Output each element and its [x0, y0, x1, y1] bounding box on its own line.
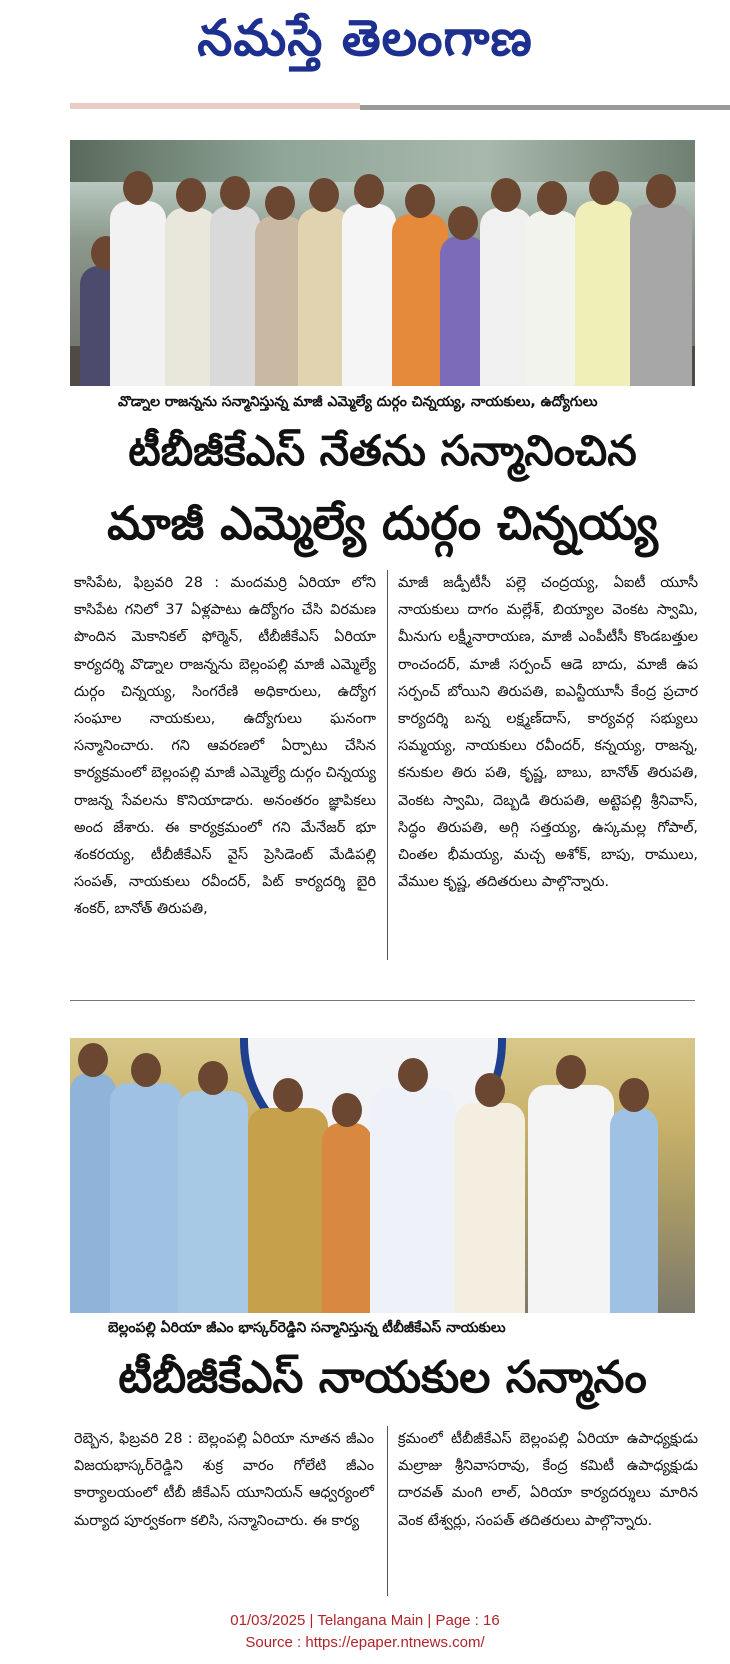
- person-figure: [248, 1108, 328, 1313]
- story1-photo-caption: వొడ్నాల రాజన్నను సన్మానిస్తున్న మాజీ ఎమ్మెల్యే దుర్గం చిన్నయ్య, నాయకులు, ఉద్యోగులు: [118, 394, 598, 410]
- person-figure: [178, 1091, 248, 1313]
- story-divider: [70, 1000, 695, 1001]
- person-figure: [575, 201, 633, 386]
- person-figure: [210, 206, 260, 386]
- person-figure: [630, 204, 692, 386]
- masthead-rule: [360, 105, 730, 110]
- story2-column-1: రెబ్బెన, ఫిబ్రవరి 28 : బెల్లంపల్లి ఏరియా నూతన జీఎం విజయభాస్కర్‌రెడ్డిని శుక్ర వారం గోలేటి జీఎం కార్యాలయంలో టీబీ జీకేఎస్ యూనియన్ ఆధ్వర్యంలో మర్యాద పూర్వకంగా కలిసి, సన్మానించారు. ఈ కార్య: [74, 1431, 374, 1529]
- footer-source-link[interactable]: Source : https://epaper.ntnews.com/: [245, 1634, 485, 1651]
- person-figure: [110, 201, 166, 386]
- person-figure: [610, 1108, 658, 1313]
- person-figure: [525, 211, 579, 386]
- story1-headline-line1: టీబీజీకేఎస్ నేతను సన్మానించిన: [128, 426, 637, 475]
- masthead-title: నమస్తే తెలంగాణ: [197, 8, 533, 67]
- person-figure: [370, 1088, 456, 1313]
- story2-photo-caption: బెల్లంపల్లి ఏరియా జీఎం భాస్కర్‌రెడ్డిని సన్మానిస్తున్న టీబీజీకేఎస్ నాయకులు: [108, 1320, 506, 1336]
- person-figure: [455, 1103, 525, 1313]
- person-figure: [110, 1083, 182, 1313]
- story2-headline: టీబీజీకేఎస్ నాయకుల సన్మానం: [118, 1352, 647, 1403]
- footer-date-page: 01/03/2025 | Telangana Main | Page : 16: [230, 1612, 500, 1629]
- column-divider: [387, 1426, 388, 1596]
- story1-column-2: మాజీ జడ్పీటీసీ పల్లె చంద్రయ్య, ఏఐటీ యూసీ నాయకులు దాగం మల్లేశ్, బియ్యాల వెంకట స్వామి, మీనుగు లక్ష్మీనారాయణ, మాజీ ఎంపీటీసీ కొండబత్తుల రాంచందర్, మాజీ సర్పంచ్ ఆడె బాదు, మాజీ ఉప సర్పంచ్ బోయిని తిరుపతి, ఐఎన్టీయూసీ కేంద్ర ప్రచార కార్యదర్శి బన్న లక్ష్మణ్‌దాస్, కార్యవర్గ సభ్యులు సమ్మయ్య, నాయకులు రవీందర్, కన్నయ్య, రాజన్న, కనుకుల తిరు పతి, కృష్ణ, బాబు, బానోత్ తిరుపతి, వెంకట స్వామి, దెబ్బడి తిరుపతి, అట్టెపల్లి శ్రీనివాస్, సిద్ధం తిరుపతి, అగ్గి సత్తయ్య, ఉస్కమల్ల గోపాల్, చింతల భీమయ్య, మచ్చ అశోక్, బాపు, రాములు, వేముల కృష్ణ, తదితరులు పాల్గొన్నారు.: [398, 575, 698, 891]
- column-divider: [387, 570, 388, 960]
- person-figure: [322, 1123, 372, 1313]
- story1-headline-line2: మాజీ ఎమ్మెల్యే దుర్గం చిన్నయ్య: [107, 496, 658, 550]
- masthead-rule-accent: [70, 103, 360, 109]
- person-figure: [528, 1085, 614, 1313]
- story1-column-1: కాసిపేట, ఫిబ్రవరి 28 : మందమర్రి ఏరియా లోని కాసిపేట గనిలో 37 ఏళ్లపాటు ఉద్యోగం చేసి విరమణ పొందిన మెకానికల్ ఫోర్మెన్, టీబీజీకేఎస్ ఏరియా కార్యదర్శి వొడ్నాల రాజన్నను బెల్లంపల్లి మాజీ ఎమ్మెల్యే దుర్గం చిన్నయ్య, సింగరేణి అధికారులు, ఉద్యోగ సంఘాల నాయకులు, ఉద్యోగులు ఘనంగా సన్మానించారు. గని ఆవరణలో ఏర్పాటు చేసిన కార్యక్రమంలో బెల్లంపల్లి మాజీ ఎమ్మెల్యే దుర్గం చిన్నయ్య రాజన్న సేవలను కొనియాడారు. అనంతరం జ్ఞాపికలు అంద జేశారు. ఈ కార్యక్రమంలో గని మేనేజర్ భూ శంకరయ్య, టీబీజీకేఎస్ వైస్ ప్రెసిడెంట్ మేడిపల్లి సంపత్, నాయకులు రవీందర్, పిట్ కార్యదర్శి బైరి శంకర్, బానోత్ తిరుపతి,: [74, 575, 376, 918]
- person-figure: [342, 204, 396, 386]
- story2-photo: [70, 1038, 695, 1313]
- story2-column-2: క్రమంలో టీబీజీకేఎస్ బెల్లంపల్లి ఏరియా ఉపాధ్యక్షుడు మల్రాజు శ్రీనివాసరావు, కేంద్ర కమిటీ ఉపాధ్యక్షుడు దారవత్ మంగి లాల్, ఏరియా కార్యదర్శులు మారిన వెంక టేశ్వర్లు, సంపత్ తదితరులు పాల్గొన్నారు.: [398, 1431, 698, 1529]
- story1-photo: [70, 140, 695, 386]
